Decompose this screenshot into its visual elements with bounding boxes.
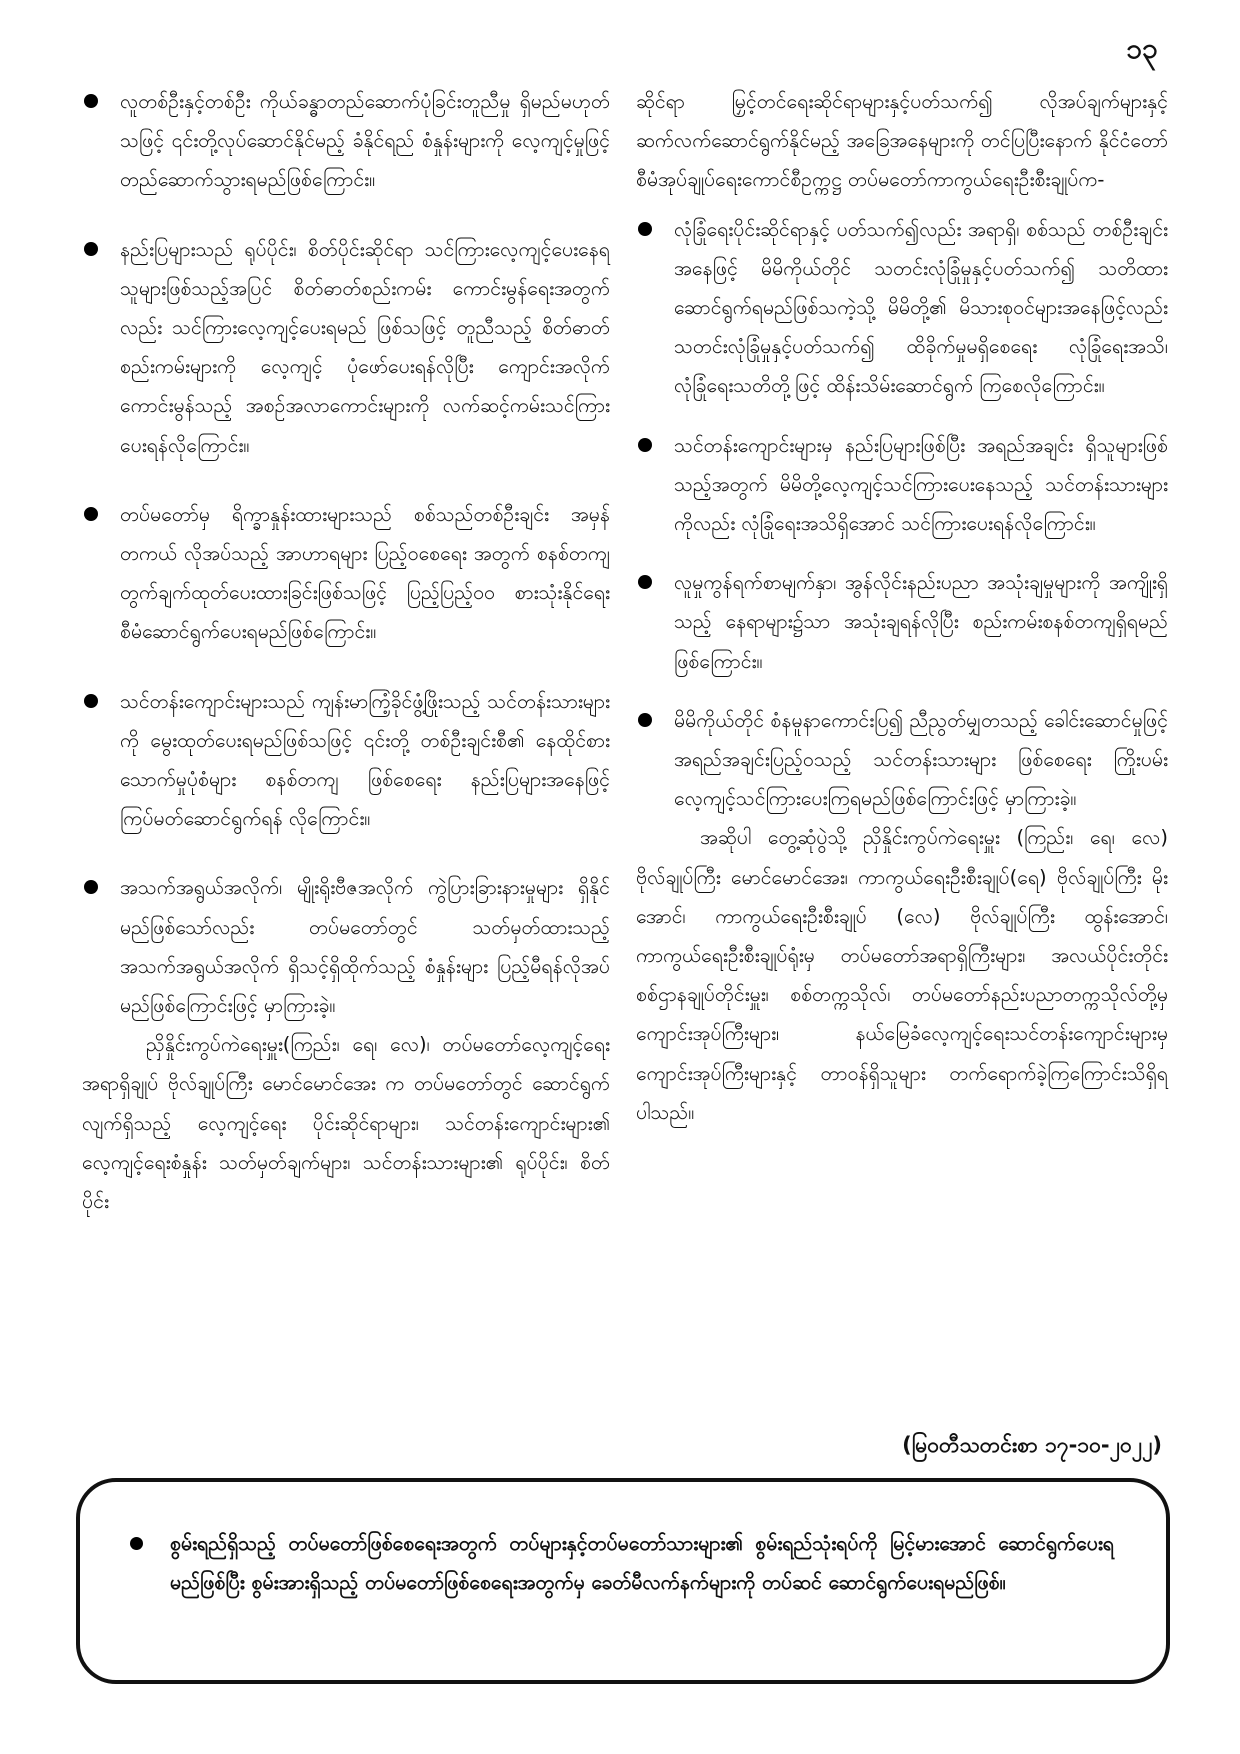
bullet-text: လူတစ်ဦးနှင့်တစ်ဦး ကိုယ်ခန္ဓာတည်ဆောက်ပုံခြင်းတူညီမှု ရှိမည်မဟုတ်သဖြင့် ၎င်းတို့လုပ်ဆောင်နိုင်မည့် ခံနိုင်ရည် စံနှုန်းများကို လေ့ကျင့်မှုဖြင့် တည်ဆောက်သွားရမည်ဖြစ်ကြောင်း။ xyxy=(120,90,610,192)
bullet-item xyxy=(636,210,1168,406)
bullet-dot-icon xyxy=(638,222,652,236)
bullet-item xyxy=(82,82,610,200)
bullet-text: သင်တန်းကျောင်းများသည် ကျန်းမာကြံ့ခိုင်ဖွံ့ဖြိုးသည့် သင်တန်းသားများကို မွေးထုတ်ပေးရမည်ဖြစ်သဖြင့် ၎င်းတို့ တစ်ဦးချင်းစီ၏ နေထိုင်စားသောက်မှုပုံစံများ စနစ်တကျ ဖြစ်စေရေး နည်းပြများအနေဖြင့် ကြပ်မတ်ဆောင်ရွက်ရန် လိုကြောင်း။ xyxy=(120,689,610,831)
bullet-item xyxy=(82,495,610,652)
right-column xyxy=(636,82,1168,1132)
left-column xyxy=(82,82,610,1221)
bullet-dot-icon xyxy=(84,242,98,256)
bullet-text: လူမှုကွန်ရက်စာမျက်နှာ၊ အွန်လိုင်းနည်းပညာ အသုံးချမှုများကို အကျိုးရှိသည့် နေရာများ၌သာ အသုံးချရန်လိုပြီး စည်းကမ်းစနစ်တကျရှိရမည်ဖြစ်ကြောင်း။ xyxy=(674,571,1168,673)
bullet-item xyxy=(82,682,610,839)
bullet-dot-icon xyxy=(130,1537,143,1550)
bullet-text: အသက်အရွယ်အလိုက်၊ မျိုးရိုးဗီဇအလိုက် ကွဲပြားခြားနားမှုများ ရှိနိုင်မည်ဖြစ်သော်လည်း တပ်မတော်တွင် သတ်မှတ်ထားသည့် အသက်အရွယ်အလိုက် ရှိသင့်ရှိထိုက်သည့် စံနှုန်းများ ပြည့်မီရန်လိုအပ်မည်ဖြစ်ကြောင်းဖြင့် မှာကြားခဲ့။ xyxy=(120,876,610,1018)
bullet-item xyxy=(636,563,1168,681)
bullet-item xyxy=(636,701,1168,819)
source-citation: (မြဝတီသတင်းစာ ၁၇-၁၀-၂၀၂၂) xyxy=(902,1433,1162,1457)
bullet-dot-icon xyxy=(84,94,98,108)
bullet-item xyxy=(82,868,610,1025)
bullet-dot-icon xyxy=(638,713,652,727)
bullet-text: လုံခြုံရေးပိုင်းဆိုင်ရာနှင့် ပတ်သက်၍လည်း အရာရှိ၊ စစ်သည် တစ်ဦးချင်းအနေဖြင့် မိမိကိုယ်တိုင် သတင်းလုံခြုံမှုနှင့်ပတ်သက်၍ သတိထားဆောင်ရွက်ရမည်ဖြစ်သကဲ့သို့ မိမိတို့၏ မိသားစုဝင်များအနေဖြင့်လည်း သတင်းလုံခြုံမှုနှင့်ပတ်သက်၍ ထိခိုက်မှုမရှိစေရေး လုံခြုံရေးအသိ၊ လုံခြုံရေးသတိတို့ဖြင့် ထိန်းသိမ်းဆောင်ရွက် ကြစေလိုကြောင်း။ xyxy=(674,217,1168,398)
body-paragraph: ညှိနှိုင်းကွပ်ကဲရေးမှူး(ကြည်း၊ ရေ၊ လေ)၊ တပ်မတော်လေ့ကျင့်ရေးအရာရှိချုပ် ဗိုလ်ချုပ်ကြီး မောင်မောင်အေး က တပ်မတော်တွင် ဆောင်ရွက်လျက်ရှိသည့် လေ့ကျင့်ရေး ပိုင်းဆိုင်ရာများ၊ သင်တန်းကျောင်းများ၏ လေ့ကျင့်ရေးစံနှုန်း သတ်မှတ်ချက်များ၊ သင်တန်းသားများ၏ ရုပ်ပိုင်း၊ စိတ်ပိုင်း xyxy=(82,1033,610,1214)
bullet-item xyxy=(636,426,1168,544)
continued-paragraph: ဆိုင်ရာ မြှင့်တင်ရေးဆိုင်ရာများနှင့်ပတ်သက်၍ လိုအပ်ချက်များနှင့် ဆက်လက်ဆောင်ရွက်နိုင်မည့် အခြေအနေများကို တင်ပြပြီးနောက် နိုင်ငံတော်စီမံအုပ်ချုပ်ရေးကောင်စီဥက္ကဋ္ဌ တပ်မတော်ကာကွယ်ရေးဦးစီးချုပ်က- xyxy=(636,90,1168,192)
page-number: ၁၃ xyxy=(1126,32,1158,65)
body-paragraph: အဆိုပါ တွေ့ဆုံပွဲသို့ ညှိနှိုင်းကွပ်ကဲရေးမှူး (ကြည်း၊ ရေ၊ လေ) ဗိုလ်ချုပ်ကြီး မောင်မောင်အေး၊ ကာကွယ်ရေးဦးစီးချုပ်(ရေ) ဗိုလ်ချုပ်ကြီး မိုးအောင်၊ ကာကွယ်ရေးဦးစီးချုပ် (လေ) ဗိုလ်ချုပ်ကြီး ထွန်းအောင်၊ ကာကွယ်ရေးဦးစီးချုပ်ရုံးမှ တပ်မတော်အရာရှိကြီးများ၊ အလယ်ပိုင်းတိုင်းစစ်ဌာနချုပ်တိုင်းမှူး၊ စစ်တက္ကသိုလ်၊ တပ်မတော်နည်းပညာတက္ကသိုလ်တို့မှ ကျောင်းအုပ်ကြီးများ၊ နယ်မြေခံလေ့ကျင့်ရေးသင်တန်းကျောင်းများမှ ကျောင်းအုပ်ကြီးများနှင့် တာဝန်ရှိသူများ တက်ရောက်ခဲ့ကြကြောင်းသိရှိရပါသည်။ xyxy=(636,826,1168,1124)
bullet-dot-icon xyxy=(638,438,652,452)
bullet-text: နည်းပြများသည် ရုပ်ပိုင်း၊ စိတ်ပိုင်းဆိုင်ရာ သင်ကြားလေ့ကျင့်ပေးနေရသူများဖြစ်သည့်အပြင် စိတ်ဓာတ်စည်းကမ်း ကောင်းမွန်ရေးအတွက်လည်း သင်ကြားလေ့ကျင့်ပေးရမည် ဖြစ်သဖြင့် တူညီသည့် စိတ်ဓာတ်စည်းကမ်းများကို လေ့ကျင့် ပုံဖော်ပေးရန်လိုပြီး ကျောင်းအလိုက် ကောင်းမွန်သည့် အစဉ်အလာကောင်းများကို လက်ဆင့်ကမ်းသင်ကြားပေးရန်လိုကြောင်း။ xyxy=(120,237,610,457)
bullet-dot-icon xyxy=(84,694,98,708)
bullet-dot-icon xyxy=(84,507,98,521)
bullet-text: သင်တန်းကျောင်းများမှ နည်းပြများဖြစ်ပြီး အရည်အချင်း ရှိသူများဖြစ်သည့်အတွက် မိမိတို့လေ့ကျင့်သင်ကြားပေးနေသည့် သင်တန်းသားများကိုလည်း လုံခြုံရေးအသိရှိအောင် သင်ကြားပေးရန်လိုကြောင်း။ xyxy=(674,433,1168,536)
callout-box xyxy=(76,1478,1170,1684)
bullet-dot-icon xyxy=(84,880,98,894)
bullet-dot-icon xyxy=(638,575,652,589)
bullet-item xyxy=(82,230,610,465)
callout-text: စွမ်းရည်ရှိသည့် တပ်မတော်ဖြစ်စေရေးအတွက် တပ်များနှင့်တပ်မတော်သားများ၏ စွမ်းရည်သုံးရပ်ကို မြင့်မားအောင် ဆောင်ရွက်ပေးရမည်ဖြစ်ပြီး စွမ်းအားရှိသည့် တပ်မတော်ဖြစ်စေရေးအတွက်မှ ခေတ်မီလက်နက်များကို တပ်ဆင် ဆောင်ရွက်ပေးရမည်ဖြစ်။ xyxy=(170,1532,1114,1594)
callout-item xyxy=(130,1524,1114,1602)
bullet-text: တပ်မတော်မှ ရိက္ခာနှုန်းထားများသည် စစ်သည်တစ်ဦးချင်း အမှန်တကယ် လိုအပ်သည့် အာဟာရများ ပြည့်ဝစေရေး အတွက် စနစ်တကျ တွက်ချက်ထုတ်ပေးထားခြင်းဖြစ်သဖြင့် ပြည့်ပြည့်ဝဝ စားသုံးနိုင်ရေး စီမံဆောင်ရွက်ပေးရမည်ဖြစ်ကြောင်း။ xyxy=(120,502,610,644)
bullet-text: မိမိကိုယ်တိုင် စံနမူနာကောင်းပြ၍ ညီညွတ်မျှတသည့် ခေါင်းဆောင်မှုဖြင့် အရည်အချင်းပြည့်ဝသည့် သင်တန်းသားများ ဖြစ်စေရေး ကြိုးပမ်းလေ့ကျင့်သင်ကြားပေးကြရမည်ဖြစ်ကြောင်းဖြင့် မှာကြားခဲ့။ xyxy=(674,708,1168,811)
